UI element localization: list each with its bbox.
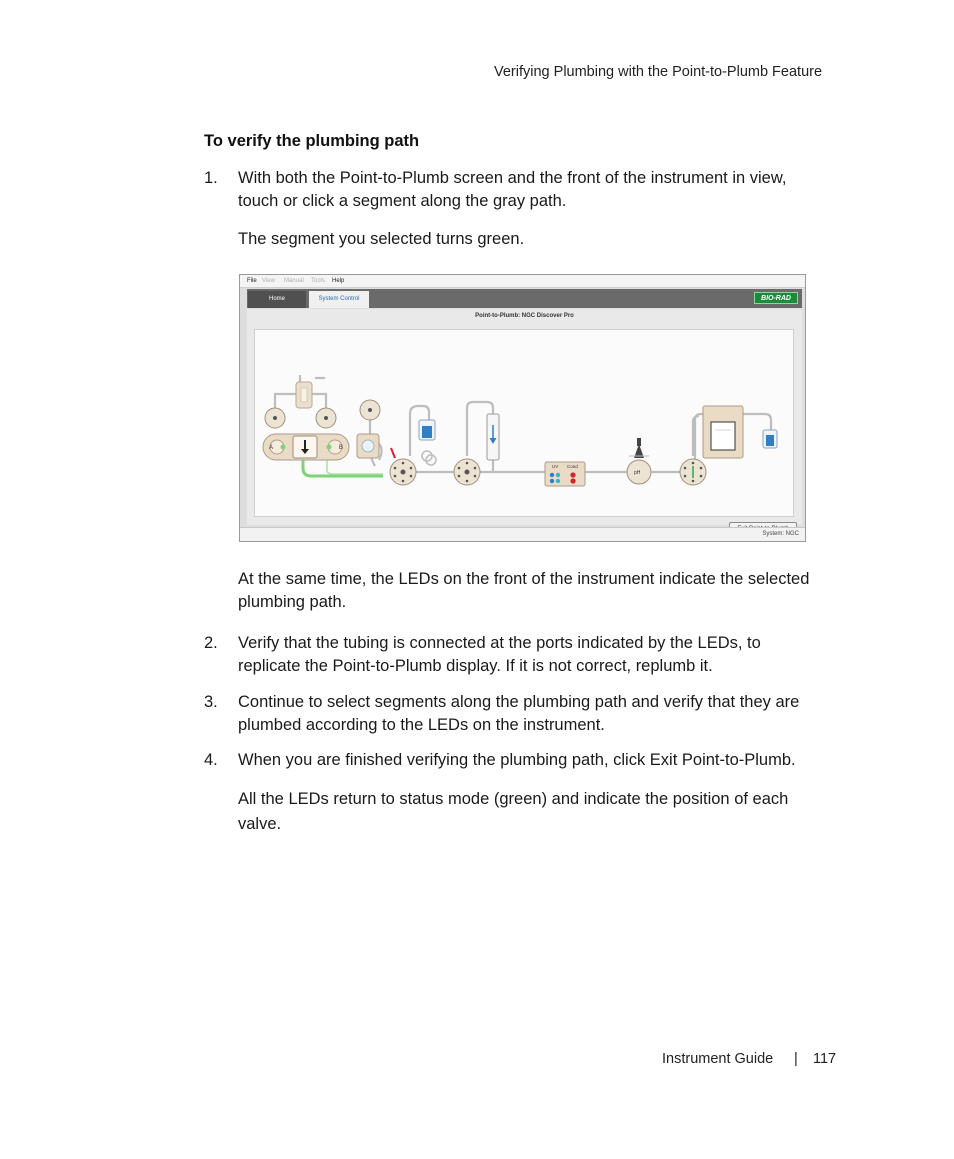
bio-rad-logo: BIO-RAD — [754, 292, 798, 304]
uv-label: UV — [552, 464, 559, 469]
ph-label: pH — [634, 470, 641, 476]
column-switch-valve-icon[interactable] — [454, 459, 480, 485]
waste-bottle-icon[interactable] — [763, 430, 777, 448]
after-figure-line-2: plumbing path. — [238, 593, 347, 611]
cond-label: Cond — [567, 464, 578, 469]
fraction-collector-icon[interactable] — [703, 406, 743, 458]
tab-home[interactable]: Home — [248, 291, 306, 308]
step-4-text: When you are finished verifying the plumbing path, click Exit Point-to-Plumb. — [238, 751, 796, 769]
tubing-paths — [275, 375, 771, 472]
procedure-title: To verify the plumbing path — [204, 132, 420, 150]
footer-separator: | — [794, 1051, 798, 1067]
after-figure-line-1: At the same time, the LEDs on the front of the instrument indicate the selected — [238, 570, 810, 588]
plumbing-diagram-canvas — [254, 329, 794, 517]
mixer-icon[interactable] — [357, 400, 380, 458]
step-3-line-2: plumbed according to the LEDs on the instrument. — [238, 716, 605, 734]
step-1-text — [238, 167, 838, 213]
point-to-plumb-screenshot — [239, 274, 806, 542]
step-1-line-1: With both the Point-to-Plumb screen and the front of the instrument in view, — [238, 169, 787, 187]
sample-pump-icon[interactable] — [263, 434, 349, 460]
menu-help[interactable]: Help — [332, 278, 345, 284]
inject-valve-icon[interactable] — [390, 448, 416, 485]
menu-bar — [240, 275, 805, 288]
valve-label-a: A — [269, 445, 274, 451]
after-figure-text — [238, 568, 838, 614]
tubing-segment[interactable] — [743, 414, 771, 430]
column-icon[interactable] — [487, 414, 499, 460]
menu-view[interactable]: View — [262, 278, 275, 284]
selected-path-segment[interactable] — [303, 458, 383, 476]
step-4-result — [238, 787, 838, 837]
pump-head-icon[interactable] — [296, 382, 312, 408]
step-2-number: 2. — [204, 634, 218, 652]
point-to-plumb-panel — [247, 309, 802, 525]
step-2-line-2: replicate the Point-to-Plumb display. If it is not correct, replumb it. — [238, 657, 713, 675]
step-4-number: 4. — [204, 751, 218, 769]
running-head: Verifying Plumbing with the Point-to-Plumb Feature — [494, 64, 823, 80]
step-1-line-2: touch or click a segment along the gray path. — [238, 192, 567, 210]
page-number: 117 — [813, 1051, 837, 1067]
menu-file[interactable]: File — [247, 278, 257, 284]
pump-inlet-valve-icon[interactable] — [265, 408, 285, 428]
step-1-result: The segment you selected turns green. — [238, 230, 525, 248]
plumbing-diagram — [255, 330, 793, 516]
valve-label-b: B — [339, 445, 344, 451]
step-1-number: 1. — [204, 169, 218, 187]
panel-title: Point-to-Plumb: NGC Discover Pro — [475, 313, 574, 319]
tab-bar — [247, 289, 802, 308]
step-2-text — [238, 632, 838, 678]
status-text: System: NGC — [762, 531, 799, 537]
uv-detector-icon[interactable] — [545, 462, 585, 486]
step-3-number: 3. — [204, 693, 218, 711]
footer-guide-title: Instrument Guide — [662, 1051, 774, 1067]
buffer-bottle-icon[interactable] — [419, 420, 435, 440]
menu-tools[interactable]: Tools — [311, 278, 326, 284]
step-4-result-line-1: All the LEDs return to status mode (green) and indicate the position of each — [238, 790, 789, 808]
pump-inlet-valve-icon[interactable] — [316, 408, 336, 428]
ph-valve-icon[interactable] — [627, 438, 651, 484]
step-2-line-1: Verify that the tubing is connected at the ports indicated by the LEDs, to — [238, 634, 761, 652]
tab-system-control[interactable]: System Control — [309, 291, 369, 308]
step-3-text — [238, 691, 838, 737]
step-4-result-line-2: valve. — [238, 815, 282, 833]
outlet-valve-icon[interactable] — [680, 459, 706, 485]
step-3-line-1: Continue to select segments along the plumbing path and verify that they are — [238, 693, 800, 711]
sample-loop-icon[interactable] — [422, 451, 436, 465]
menu-manual[interactable]: Manual — [284, 278, 304, 284]
status-bar — [240, 527, 805, 541]
